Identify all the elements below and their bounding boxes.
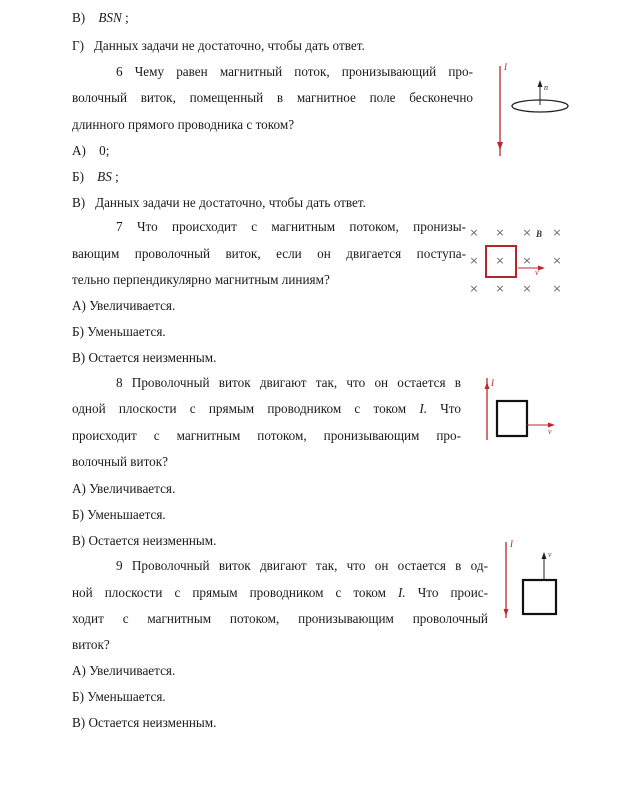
q8-option-b: Б) Уменьшается. <box>72 507 166 522</box>
q9-figure <box>500 538 575 623</box>
q9-option-b: Б) Уменьшается. <box>72 689 166 704</box>
q8-option-v: В) Остается неизменным. <box>72 533 217 548</box>
punct: ; <box>115 169 119 184</box>
q6-option-a <box>72 143 109 159</box>
velocity-arrow <box>538 266 545 271</box>
q8-figure <box>482 376 572 456</box>
current-arrow <box>504 609 509 616</box>
field-cross: × <box>495 226 505 239</box>
option-label: Б) <box>72 169 84 184</box>
field-cross: × <box>552 254 562 267</box>
q8-text-line-3: происходит с магнитным потоком, пронизывающим про- <box>72 428 461 443</box>
field-cross: × <box>469 254 479 267</box>
q7-option-a: А) Увеличивается. <box>72 298 176 313</box>
q6-text-line-2: волочный виток, помещенный в магнитное поле бесконечно <box>72 90 473 105</box>
current-label: I <box>491 378 494 388</box>
normal-label: n <box>544 83 548 92</box>
q9-option-a: А) Увеличивается. <box>72 663 176 678</box>
option-label: В) <box>72 195 86 210</box>
field-label: B <box>536 229 543 239</box>
velocity-arrow <box>542 552 547 559</box>
q7-option-b: Б) Уменьшается. <box>72 324 166 339</box>
q5-option-v <box>72 10 129 26</box>
q9-option-v: В) Остается неизменным. <box>72 715 217 730</box>
q7-text-line-1: 7 Что происходит с магнитным потоком, пронизы- <box>116 219 466 234</box>
field-cross: × <box>522 254 532 267</box>
variable-I: I. <box>397 585 406 600</box>
option-text: Данных задачи не достаточно, чтобы дать ответ. <box>93 38 365 53</box>
q9-text-line-1: 9 Проволочный виток двигают так, что он остается в од- <box>116 558 488 573</box>
field-cross: × <box>469 282 479 295</box>
option-text: 0; <box>99 143 110 158</box>
velocity-label: v <box>548 427 552 436</box>
wire-loop <box>523 580 556 614</box>
formula: BSN <box>98 10 122 25</box>
q7-figure <box>462 222 572 297</box>
text-segment: Что проис- <box>417 585 488 600</box>
text-segment: одной плоскости с прямым проводником с током <box>72 401 407 416</box>
q6-text-line-3: длинного прямого проводника с током? <box>72 117 295 132</box>
option-text: Данных задачи не достаточно, чтобы дать ответ. <box>95 195 366 210</box>
velocity-label: v <box>535 268 539 277</box>
text-segment: Что <box>440 401 461 416</box>
q5-option-g <box>72 38 365 54</box>
q6-option-v <box>72 195 366 211</box>
text-segment: ной плоскости с прямым проводником с током <box>72 585 386 600</box>
field-cross: × <box>552 282 562 295</box>
field-cross: × <box>495 254 505 267</box>
field-cross: × <box>469 226 479 239</box>
current-arrow <box>485 382 490 389</box>
option-label: А) <box>72 143 86 158</box>
field-cross: × <box>522 282 532 295</box>
q6-option-b <box>72 169 119 185</box>
current-label: I <box>504 62 507 72</box>
q8-text-line-4: волочный виток? <box>72 454 169 469</box>
option-label: Г) <box>72 38 85 53</box>
q7-text-line-3: тельно перпендикулярно магнитным линиям? <box>72 272 330 287</box>
formula: BS <box>97 169 112 184</box>
q6-figure <box>490 58 570 163</box>
variable-I: I. <box>419 401 428 416</box>
q6-text-line-1: 6 Чему равен магнитный поток, пронизывающий про- <box>116 64 473 79</box>
q7-option-v: В) Остается неизменным. <box>72 350 217 365</box>
q8-text-line-1: 8 Проволочный виток двигают так, что он остается в <box>116 375 461 390</box>
field-cross: × <box>522 226 532 239</box>
field-cross: × <box>495 282 505 295</box>
current-label: I <box>510 539 513 549</box>
punct: ; <box>125 10 129 25</box>
q9-text-line-2 <box>72 585 488 601</box>
normal-arrow <box>538 80 543 87</box>
current-arrow <box>497 142 503 150</box>
velocity-label: v <box>548 550 552 559</box>
option-label: В) <box>72 10 86 25</box>
field-cross: × <box>552 226 562 239</box>
q8-option-a: А) Увеличивается. <box>72 481 176 496</box>
q9-text-line-4: виток? <box>72 637 110 652</box>
q7-text-line-2: вающим проволочный виток, если он двигается поступа- <box>72 246 466 261</box>
wire-loop <box>497 401 527 436</box>
q9-text-line-3: ходит с магнитным потоком, пронизывающим проволочный <box>72 611 488 626</box>
q8-text-line-2 <box>72 401 461 417</box>
